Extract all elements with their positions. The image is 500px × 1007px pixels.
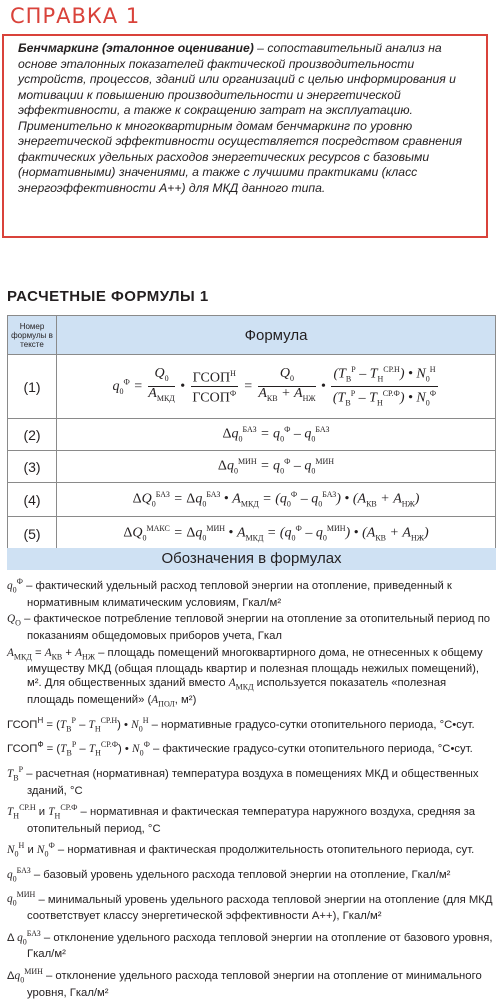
sidebar-box (2, 34, 488, 238)
formula-row-1 (8, 355, 496, 419)
formula-num-1: (1) (8, 355, 57, 419)
designation-item: $T_Н^{СР.Н}$ и $T_Н^{СР.Ф}$ – нормативная и фактическая температура наружного воздуха, средняя за отопительный период, °С (7, 803, 476, 835)
designation-item: $q_0^{МИН}$ – минимальный уровень удельного расхода тепловой энергии на отопление (для МКД соответствует классу энергетической эффективности А++), Гкал/м² (7, 890, 493, 923)
formula-row-4 (8, 483, 496, 517)
sidebar-definition: – сопоставительный анализ на основе эталонных показателей фактической производительности устройств, процессов, зданий или организаций с целью информирования и мотивации к повышению производительности и энергетической эффективности, а также к сокращению затрат на эксплуатацию. (18, 41, 456, 117)
formula-2: $\Delta q_0^{БАЗ} = q_0^Ф - q_0^{БАЗ}$ (57, 419, 496, 451)
formula-num-3: (3) (8, 451, 57, 483)
designation-item: Δ $q_0^{БАЗ}$ – отклонение удельного расхода тепловой энергии на отопление от базового уровня, Гкал/м² (7, 928, 493, 961)
formulas-title: РАСЧЕТНЫЕ ФОРМУЛЫ 1 (7, 288, 209, 305)
designation-item: $q_0^{БАЗ}$ – базовый уровень удельного расхода тепловой энергии на отопление, Гкал/м² (7, 866, 451, 884)
formula-row-2 (8, 419, 496, 451)
formula-num-5: (5) (8, 517, 57, 551)
designation-item: $T_В^Р$ – расчетная (нормативная) температура воздуха в помещениях МКД и общественных зданий, °С (7, 764, 479, 797)
designation-item: $ГСОП^Ф = (T_В^Р - T_Н^{СР.Ф})$ • $N_0^Ф$ – фактические градусо-сутки отопительного периода, °С•сут. (7, 740, 473, 758)
designation-item: $q_0^Ф$ – фактический удельный расход тепловой энергии на отопление, приведенный к нормативным климатическим условиям, Гкал/м² (7, 577, 452, 609)
formula-num-4: (4) (8, 483, 57, 517)
formula-row-3 (8, 451, 496, 483)
designations-title: Обозначения в формулах (7, 548, 496, 570)
designation-item: $\Delta q_0^{МИН}$ – отклонение удельного расхода тепловой энергии на отопление от минимального уровня, Гкал/м² (7, 967, 482, 999)
sidebar-title: СПРАВКА 1 (10, 4, 141, 28)
formula-1: $q_0^Ф$ = $\frac{Q_0}{A_{МКД}}$ • $\frac{ГСОП^Н}{ГСОП^Ф}$ = $\frac{Q_0}{A_{КВ} + A_{НЖ}}$ • $\frac{(T_В^Р - T_Н^{СР.Н}) • N_0^Н}{(T_В^Р - T_Н^{СР.Ф}) • N_0^Ф}$ (57, 355, 496, 419)
sidebar-paragraph-2: Применительно к многоквартирным домам бенчмаркинг по уровню энергетической эффективности осуществляется посредством сравнения фактических удельных расходов энергетических ресурсов с базовыми (нормативными) значениями, а также с лучшими практиками (класс энергоэффективности А++) для МКД данного типа. (18, 118, 462, 195)
designation-item: $Q_О$ – фактическое потребление тепловой энергии на отопление за отопительный период по показаниям общедомовых приборов учета, Гкал (7, 613, 491, 643)
designation-item: $A_{МКД} = A_{КВ} + A_{НЖ}$ – площадь помещений многоквартирного дома, не отнесенных к общему имуществу МКД (общая площадь квартир и полезная площадь нежилых помещений), м². Для общественных зданий вместо $A_{МКД}$ используется показатель «полезная площадь помещений» ($A_{ПОЛ}$, м²) (7, 646, 483, 709)
sidebar-term: Бенчмаркинг (эталонное оценивание) (18, 41, 254, 55)
formula-5: $\Delta Q_0^{МАКС} = \Delta q_0^{МИН}$ • $A_{МКД} = (q_0^Ф - q_0^{МИН})$ • $(A_{КВ} + A_{НЖ})$ (57, 517, 496, 551)
formulas-table (7, 315, 496, 551)
formula-row-5 (8, 517, 496, 551)
col-num-header: Номер формулы в тексте (8, 316, 57, 355)
formula-num-2: (2) (8, 419, 57, 451)
sidebar-paragraph-1 (18, 41, 476, 119)
col-formula-header: Формула (57, 316, 496, 355)
designation-item: $ГСОП^Н = (T_В^Р - T_Н^{СР.Н})$ • $N_0^Н$ – нормативные градусо-сутки отопительного периода, °С•сут. (7, 715, 475, 733)
formula-3: $\Delta q_0^{МИН} = q_0^Ф - q_0^{МИН}$ (57, 451, 496, 483)
designation-item: $N_0^Н$ и $N_0^Ф$ – нормативная и фактическая продолжительность отопительного периода, сут. (7, 841, 475, 859)
designations-list (7, 575, 493, 1003)
formulas-header-row (8, 316, 496, 355)
formula-4: $\Delta Q_0^{БАЗ} = \Delta q_0^{БАЗ}$ • $A_{МКД} = (q_0^Ф - q_0^{БАЗ})$ • $(A_{КВ} + A_{НЖ})$ (57, 483, 496, 517)
